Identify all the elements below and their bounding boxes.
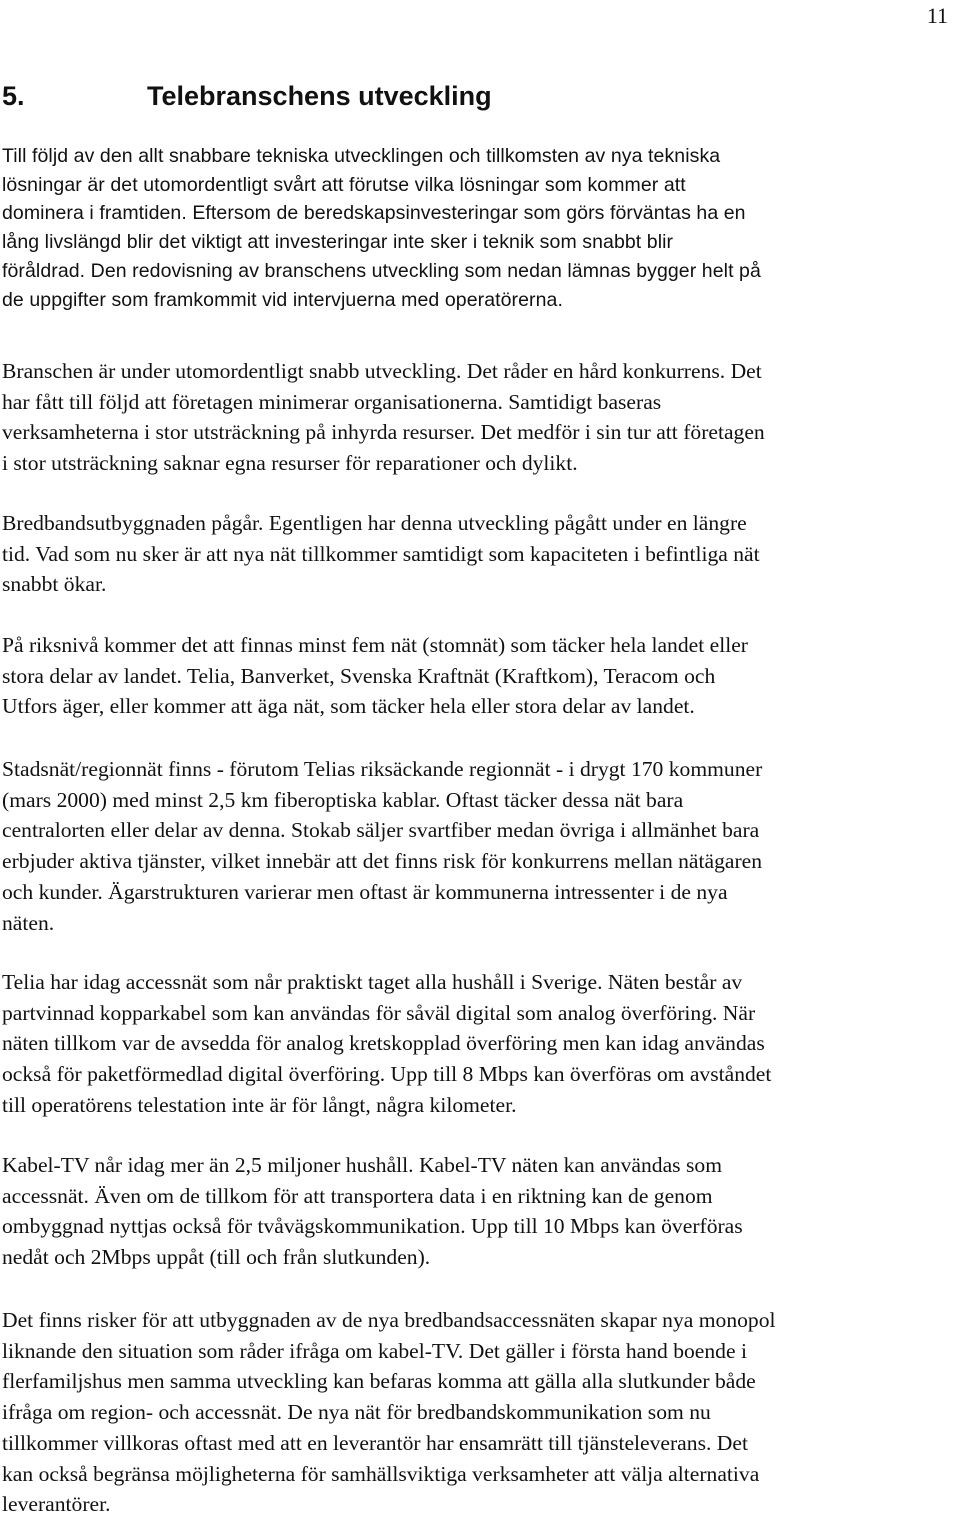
text-line: Branschen är under utomordentligt snabb utveckling. Det råder en hård konkurrens. Det — [2, 359, 762, 383]
paragraph-bredband — [2, 508, 958, 600]
text-line: Till följd av den allt snabbare tekniska utvecklingen och tillkomsten av nya tekniska — [2, 145, 721, 167]
text-line: (mars 2000) med minst 2,5 km fiberoptiska kablar. Oftast täcker dessa nät bara — [2, 787, 684, 812]
text-line: Telia har idag accessnät som når praktiskt taget alla hushåll i Sverige. Näten består av — [2, 970, 743, 994]
text-line: ifråga om region- och accessnät. De nya nät för bredbandskommunikation som nu — [2, 1400, 711, 1425]
text-line: har fått till följd att företagen minimerar organisationerna. Samtidigt baseras — [2, 389, 662, 414]
page-number: 11 — [926, 3, 948, 28]
text-line: accessnät. Även om de tillkom för att transportera data i en riktning kan de genom — [2, 1183, 713, 1208]
text-line: och kunder. Ägarstrukturen varierar men oftast är kommunerna intressenter i de nya — [2, 879, 728, 904]
text-line: flerfamiljshus men samma utveckling kan befaras komma att gälla alla slutkunder både — [2, 1369, 756, 1394]
text-line: nedåt och 2Mbps uppåt (till och från slutkunden). — [2, 1245, 431, 1270]
text-line: tillkommer villkoras oftast med att en leverantör har ensamrätt till tjänsteleverans. Det — [2, 1430, 748, 1455]
text-line: liknande den situation som råder ifråga om kabel-TV. Det gäller i första hand boende i — [2, 1338, 747, 1363]
section-title: Telebranschens utveckling — [147, 81, 492, 111]
text-line: Bredbandsutbyggnaden pågår. Egentligen har denna utveckling pågått under en längre — [2, 511, 747, 535]
paragraph-kabel-tv — [2, 1150, 958, 1273]
text-line: Utfors äger, eller kommer att äga nät, som täcker hela eller stora delar av landet. — [2, 694, 695, 719]
text-line: lång livslängd blir det viktigt att investeringar inte sker i teknik som snabbt blir — [2, 231, 674, 254]
text-line: i stor utsträckning saknar egna resurser för reparationer och dylikt. — [2, 451, 578, 476]
text-line: kan också begränsa möjligheterna för samhällsviktiga verksamheter att välja alternativa — [2, 1461, 760, 1486]
text-line: erbjuder aktiva tjänster, vilket innebär att det finns risk för konkurrens mellan nätägaren — [2, 849, 763, 874]
text-line: Det finns risker för att utbyggnaden av de nya bredbandsaccessnäten skapar nya monopol — [2, 1308, 776, 1332]
text-line: också för paketförmedlad digital överföring. Upp till 8 Mbps kan överföras om avståndet — [2, 1062, 772, 1087]
text-line: Kabel-TV når idag mer än 2,5 miljoner hushåll. Kabel-TV näten kan användas som — [2, 1153, 722, 1177]
paragraph-monopol-risk — [2, 1305, 958, 1520]
text-line: lösningar är det utomordentligt svårt att förutse vilka lösningar som kommer att — [2, 173, 686, 196]
text-line: leverantörer. — [2, 1492, 111, 1517]
text-line: centralorten eller delar av denna. Stokab säljer svartfiber medan övriga i allmänhet bara — [2, 818, 760, 843]
text-line: Stadsnät/regionnät finns - förutom Telias riksäckande regionnät - i drygt 170 kommuner — [2, 757, 763, 781]
text-line: till operatörens telestation inte är för långt, några kilometer. — [2, 1092, 517, 1117]
text-line: ombyggnad nyttjas också för tvåvägskommunikation. Upp till 10 Mbps kan överföras — [2, 1214, 743, 1239]
section-number: 5. — [2, 81, 25, 111]
text-line: snabbt ökar. — [2, 572, 107, 597]
text-line: näten tillkom var de avsedda för analog kretskopplad överföring men kan idag användas — [2, 1031, 765, 1056]
text-line: partvinnad kopparkabel som kan användas för såväl digital som analog överföring. När — [2, 1000, 756, 1025]
section-heading — [2, 80, 492, 112]
text-line: föråldrad. Den redovisning av branschens utveckling som nedan lämnas bygger helt på — [2, 259, 761, 282]
text-line: På riksnivå kommer det att finnas minst fem nät (stomnät) som täcker hela landet eller — [2, 633, 748, 657]
text-line: stora delar av landet. Telia, Banverket, Svenska Kraftnät (Kraftkom), Teracom och — [2, 663, 716, 688]
text-line: de uppgifter som framkommit vid intervjuerna med operatörerna. — [2, 288, 563, 311]
paragraph-intro — [2, 142, 958, 314]
text-line: dominera i framtiden. Eftersom de beredskapsinvesteringar som görs förväntas ha en — [2, 202, 746, 225]
paragraph-branschen — [2, 356, 958, 479]
paragraph-telia-access — [2, 967, 958, 1121]
text-line: tid. Vad som nu sker är att nya nät tillkommer samtidigt som kapaciteten i befintliga nät — [2, 541, 760, 566]
paragraph-stadsnat — [2, 754, 958, 938]
paragraph-riksniva — [2, 630, 958, 722]
text-line: näten. — [2, 910, 55, 935]
text-line: verksamheterna i stor utsträckning på inhyrda resurser. Det medför i sin tur att företagen — [2, 420, 765, 445]
